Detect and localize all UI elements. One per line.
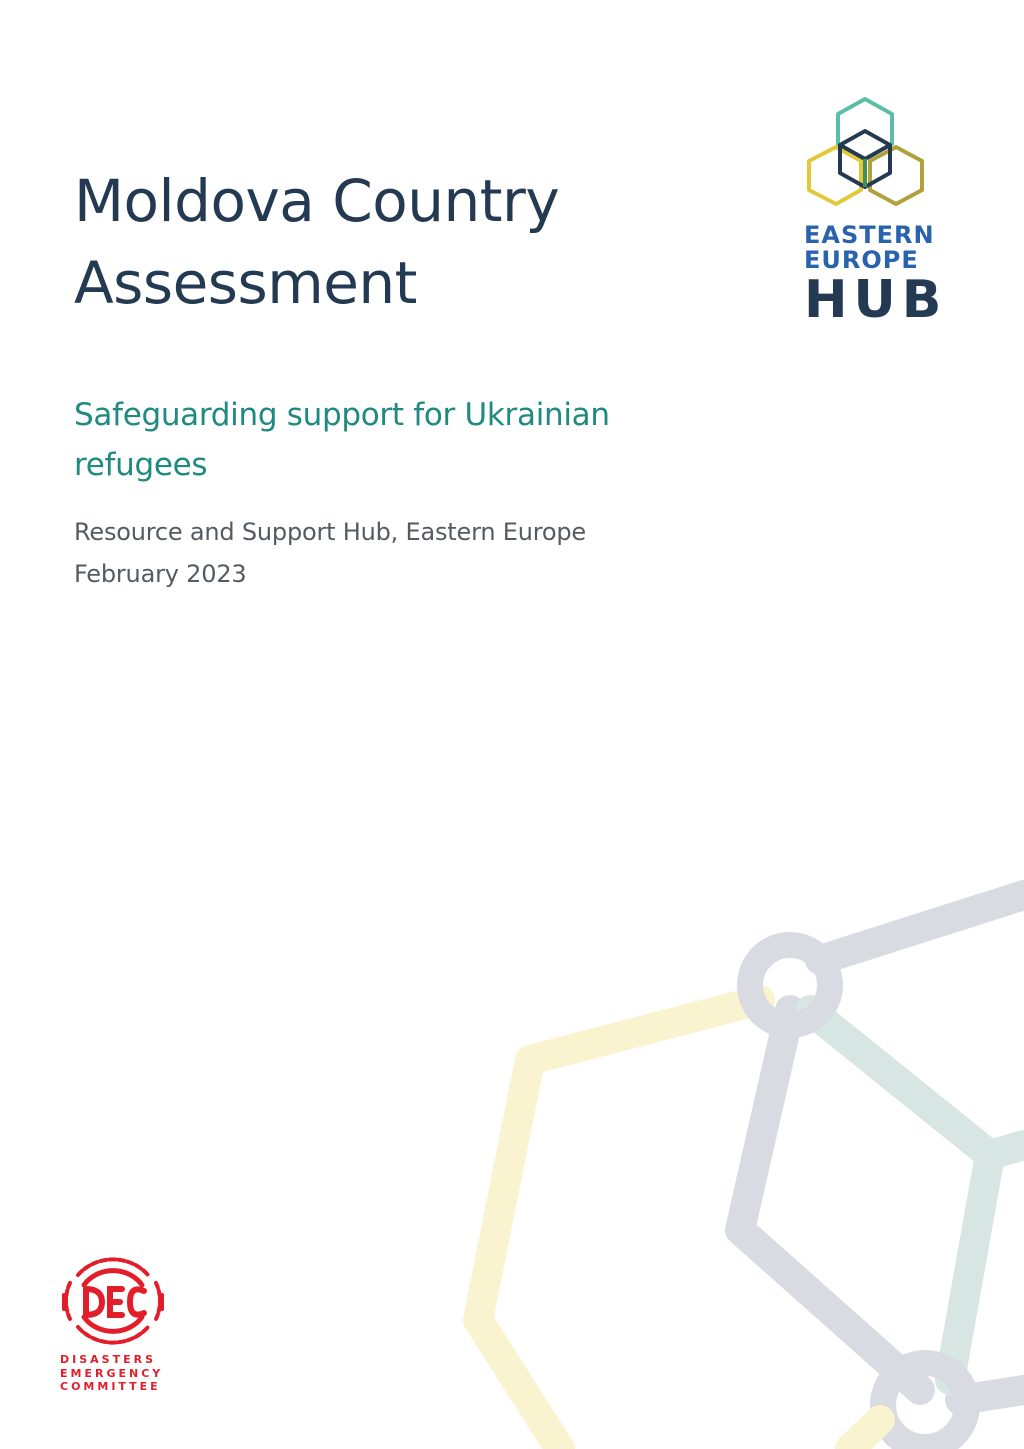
dec-logo [58,1255,168,1405]
subtitle-line-2: refugees [74,447,208,483]
hub-line-1: EASTERN [804,221,935,249]
hub-wordmark [804,221,948,330]
title-line-1: Moldova Country [74,167,560,235]
dec-line-2: EMERGENCY [60,1366,164,1380]
hub-line-3: HUB [804,270,948,330]
dec-emblem-icon [58,1255,168,1350]
document-title [74,160,714,324]
eastern-europe-hub-logo [800,95,948,330]
document-meta [74,511,714,595]
hub-hexagon-icon [800,95,930,225]
dec-line-1: DISASTERS [60,1353,156,1366]
date-text: February 2023 [74,560,247,588]
title-line-2: Assessment [74,249,417,317]
organisation-text: Resource and Support Hub, Eastern Europe [74,518,586,546]
document-subtitle [74,390,714,490]
hub-line-2: EUROPE [804,246,919,274]
subtitle-line-1: Safeguarding support for Ukrainian [74,397,610,433]
dec-line-3: COMMITTEE [60,1380,161,1393]
dec-wordmark [60,1353,170,1394]
